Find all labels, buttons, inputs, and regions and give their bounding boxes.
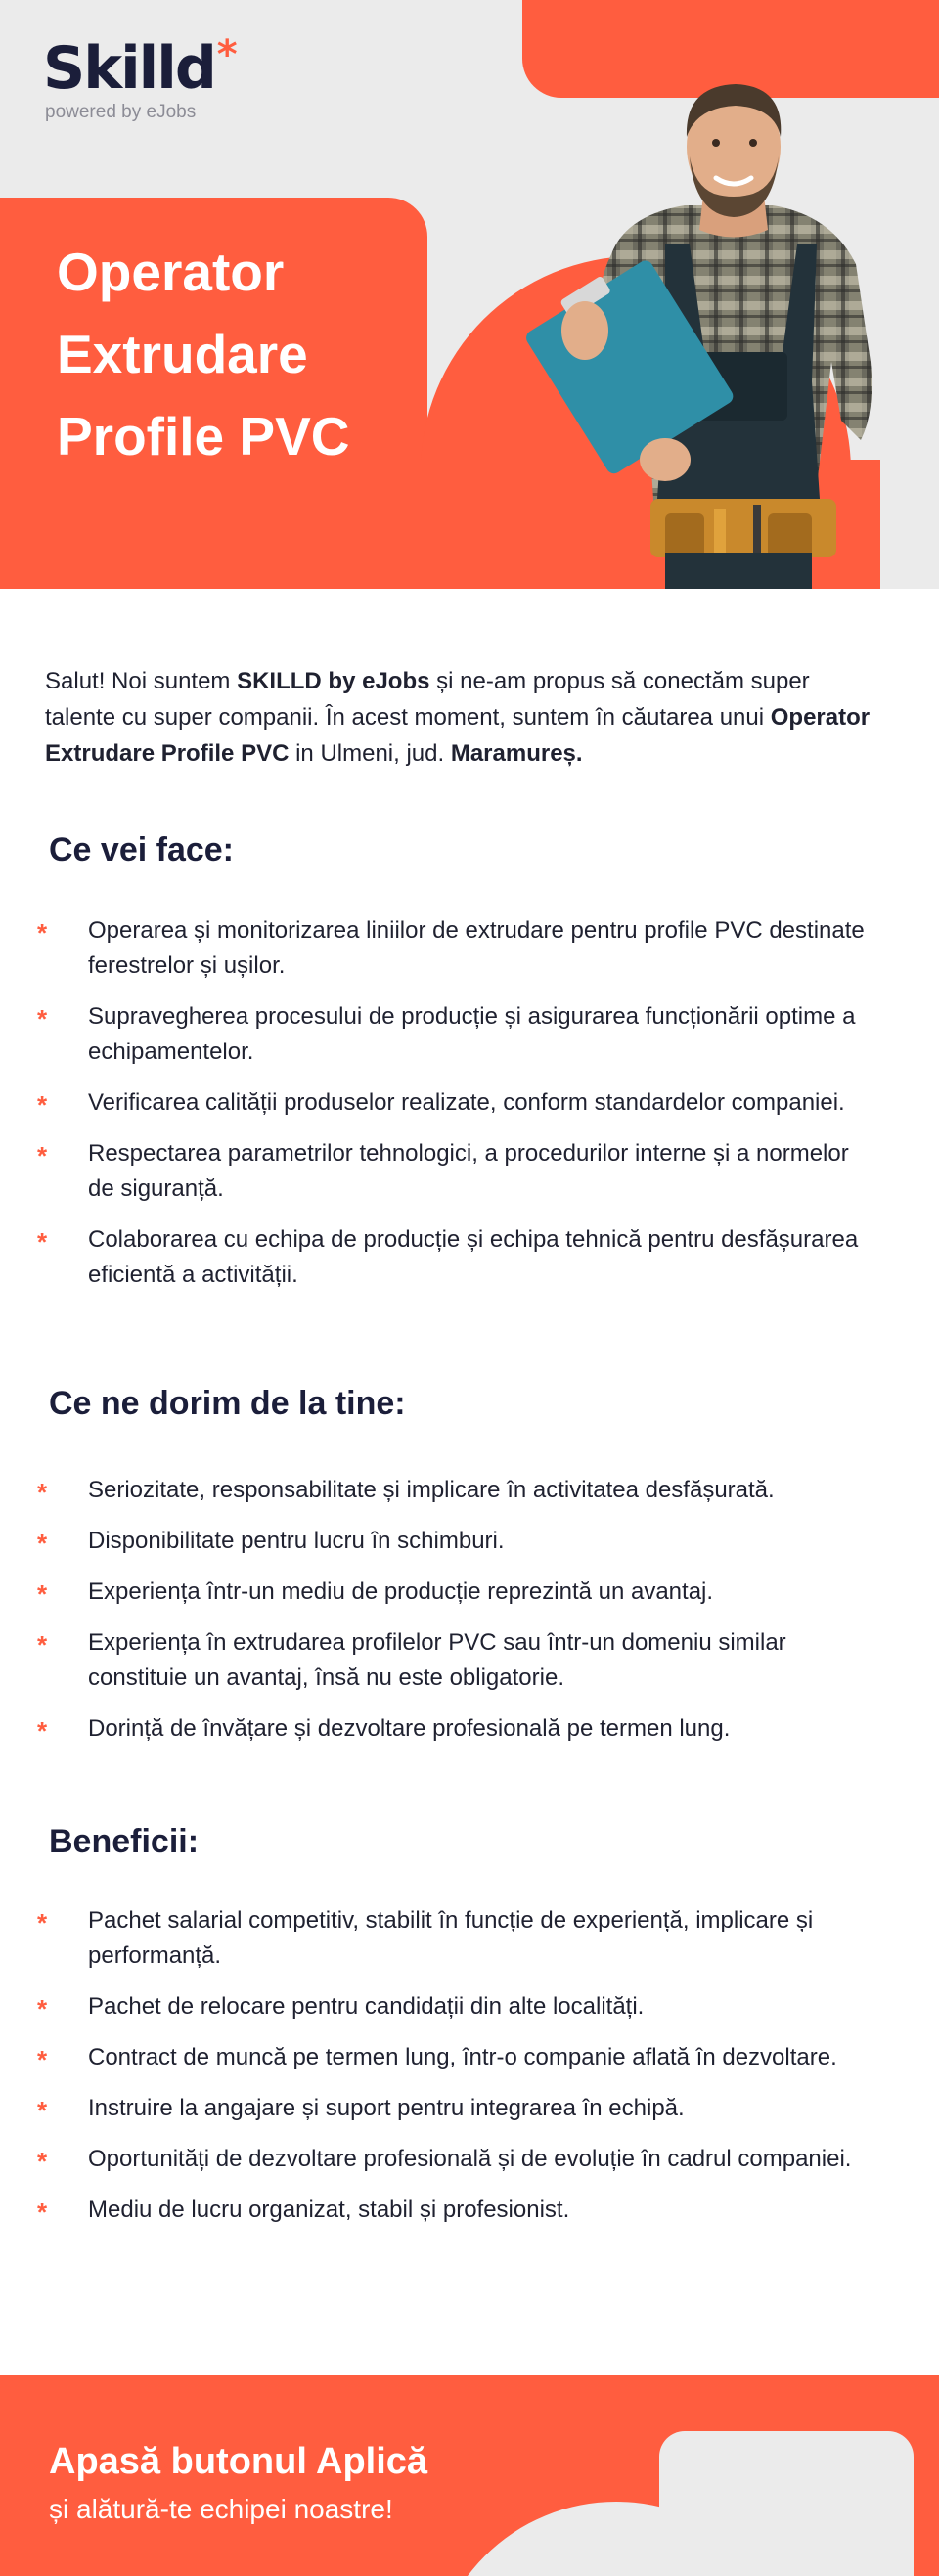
list-item bbox=[0, 1222, 939, 1293]
list-item bbox=[0, 913, 939, 984]
skilld-logo bbox=[43, 32, 236, 123]
list-item bbox=[0, 1136, 939, 1207]
bullet-star-icon: * bbox=[37, 918, 48, 948]
list-item bbox=[0, 1711, 939, 1747]
list-item bbox=[0, 1473, 939, 1508]
list-item-text: Experiența într-un mediu de producție reprezintă un avantaj. bbox=[88, 1578, 714, 1605]
cta-subtitle: și alătură-te echipei noastre! bbox=[49, 2494, 393, 2524]
list-item bbox=[0, 2142, 939, 2177]
intro-position: Operator Extrudare Profile PVC bbox=[45, 704, 871, 767]
list-item-text: Experiența în extrudarea profilelor PVC sau într-un domeniu similar constituie un avantaj, însă nu este obligatorie. bbox=[88, 1629, 786, 1691]
bullet-star-icon: * bbox=[37, 1478, 48, 1507]
bullet-star-icon: * bbox=[37, 1630, 48, 1660]
list-item bbox=[0, 2091, 939, 2126]
list-item-text: Operarea și monitorizarea liniilor de extrudare pentru profile PVC destinate ferestrelor și ușilor. bbox=[88, 917, 865, 979]
list-item-text: Oportunități de dezvoltare profesională și de evoluție în cadrul companiei. bbox=[88, 2146, 852, 2172]
intro-company: SKILLD by eJobs bbox=[237, 668, 430, 694]
list-item-text: Instruire la angajare și suport pentru integrarea în echipă. bbox=[88, 2095, 685, 2121]
list-item bbox=[0, 999, 939, 1070]
intro-text-3: in Ulmeni, jud. bbox=[289, 740, 451, 767]
list-item-text: Mediu de lucru organizat, stabil și profesionist. bbox=[88, 2197, 570, 2223]
bullet-star-icon: * bbox=[37, 1579, 48, 1609]
list-item bbox=[0, 1989, 939, 2024]
tasks-heading: Ce vei face: bbox=[49, 831, 234, 868]
bullet-star-icon: * bbox=[37, 2198, 48, 2227]
bullet-star-icon: * bbox=[37, 1908, 48, 1937]
bullet-star-icon: * bbox=[37, 1994, 48, 2023]
cta-title: Apasă butonul Aplică bbox=[49, 2441, 428, 2482]
list-item-text: Supravegherea procesului de producție și asigurarea funcționării optime a echipamentelor. bbox=[88, 1003, 856, 1065]
list-item-text: Disponibilitate pentru lucru în schimburi. bbox=[88, 1528, 505, 1554]
list-item-text: Verificarea calității produselor realizate, conform standardelor companiei. bbox=[88, 1089, 845, 1116]
list-item bbox=[0, 1086, 939, 1121]
intro-text-1: Salut! Noi suntem bbox=[45, 668, 238, 694]
logo-wordmark bbox=[43, 32, 236, 103]
bullet-star-icon: * bbox=[37, 2147, 48, 2176]
bullet-star-icon: * bbox=[37, 2045, 48, 2074]
worker-photo-icon bbox=[518, 68, 939, 589]
intro-county: Maramureș. bbox=[450, 740, 583, 767]
list-item-text: Respectarea parametrilor tehnologici, a procedurilor interne și a normelor de siguranță. bbox=[88, 1140, 849, 1202]
requirements-heading: Ce ne dorim de la tine: bbox=[49, 1385, 406, 1422]
hero-banner bbox=[0, 0, 939, 589]
bullet-star-icon: * bbox=[37, 1529, 48, 1558]
list-item bbox=[0, 1575, 939, 1610]
bullet-star-icon: * bbox=[37, 1227, 48, 1257]
bullet-star-icon: * bbox=[37, 1716, 48, 1746]
intro-paragraph bbox=[45, 663, 886, 772]
logo-word-text: Skilld bbox=[43, 34, 215, 103]
list-item bbox=[0, 1903, 939, 1974]
cta-card-shape bbox=[659, 2431, 914, 2576]
bullet-star-icon: * bbox=[37, 2096, 48, 2125]
tasks-list bbox=[0, 913, 939, 1309]
bullet-star-icon: * bbox=[37, 1141, 48, 1171]
list-item bbox=[0, 2193, 939, 2228]
list-item-text: Colaborarea cu echipa de producție și echipa tehnică pentru desfășurarea eficientă a activității. bbox=[88, 1226, 859, 1288]
benefits-heading: Beneficii: bbox=[49, 1823, 200, 1860]
list-item-text: Contract de muncă pe termen lung, într-o companie aflată în dezvoltare. bbox=[88, 2044, 837, 2070]
list-item-text: Pachet de relocare pentru candidații din alte localități. bbox=[88, 1993, 645, 2020]
benefits-list bbox=[0, 1903, 939, 2243]
list-item bbox=[0, 1625, 939, 1696]
logo-tagline: powered by eJobs bbox=[45, 102, 197, 122]
list-item-text: Pachet salarial competitiv, stabilit în funcție de experiență, implicare și performanță. bbox=[88, 1907, 814, 1969]
logo-star-icon: * bbox=[216, 32, 236, 77]
bullet-star-icon: * bbox=[37, 1090, 48, 1120]
bullet-star-icon: * bbox=[37, 1004, 48, 1034]
list-item bbox=[0, 2040, 939, 2075]
list-item-text: Dorință de învățare și dezvoltare profesională pe termen lung. bbox=[88, 1715, 731, 1742]
list-item bbox=[0, 1524, 939, 1559]
list-item-text: Seriozitate, responsabilitate și implicare în activitatea desfășurată. bbox=[88, 1477, 775, 1503]
job-title: Operator Extrudare Profile PVC bbox=[57, 242, 350, 466]
requirements-list bbox=[0, 1473, 939, 1762]
intro-text-2: și ne-am propus să conectăm super talente cu super companii. În acest moment, suntem în căutarea unui bbox=[45, 668, 810, 731]
apply-call-to-action bbox=[0, 2375, 939, 2576]
